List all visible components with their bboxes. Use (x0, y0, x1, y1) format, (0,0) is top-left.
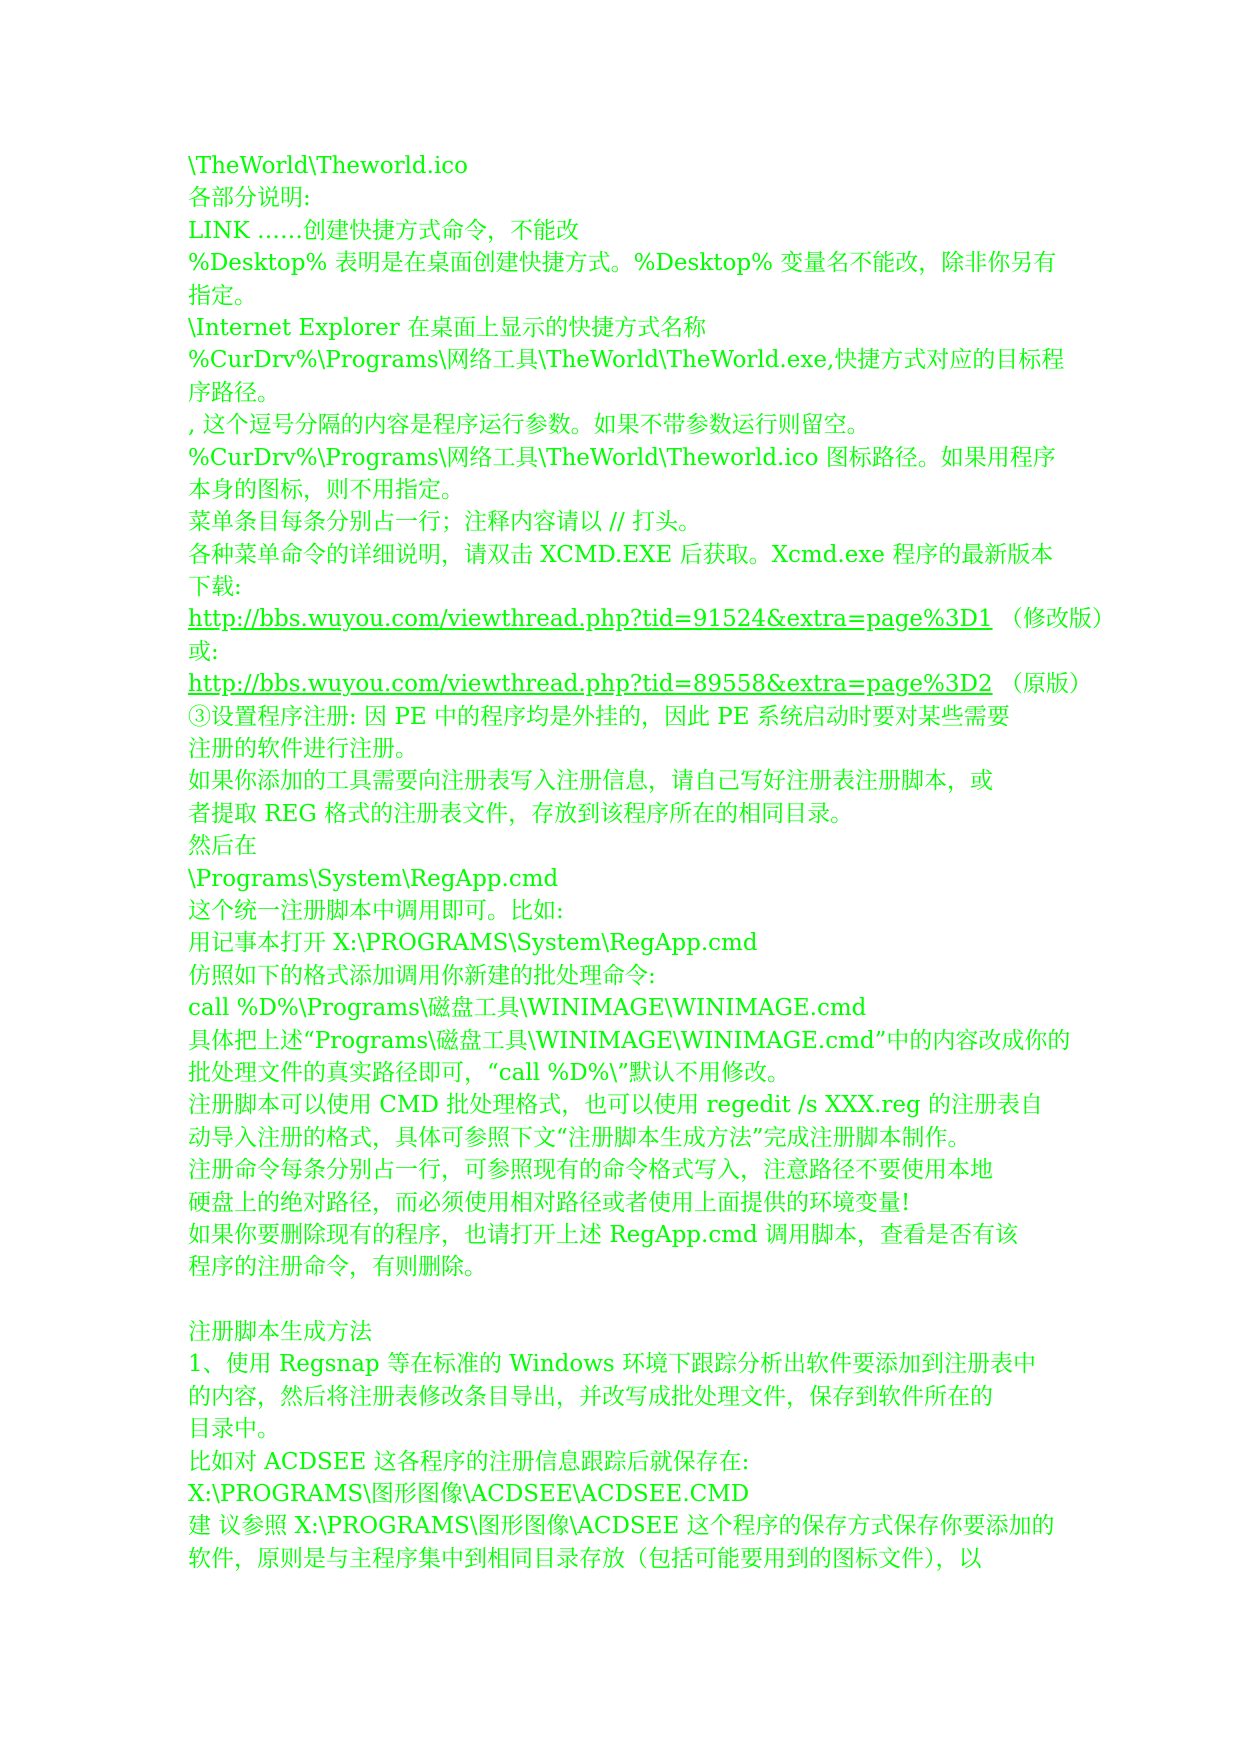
text-line: 比如对 ACDSEE 这各程序的注册信息跟踪后就保存在: (188, 1448, 750, 1475)
link-note-original: （原版） (992, 671, 1092, 698)
text-line: 硬盘上的绝对路径，而必须使用相对路径或者使用上面提供的环境变量! (188, 1189, 911, 1216)
text-line: %CurDrv%\Programs\网络工具\TheWorld\TheWorld.exe,快捷方式对应的目标程 (188, 347, 1065, 374)
text-line: 程序的注册命令，有则删除。 (188, 1254, 487, 1281)
text-line: 软件，原则是与主程序集中到相同目录存放（包括可能要用到的图标文件），以 (188, 1545, 982, 1572)
text-line: 序路径。 (188, 379, 280, 406)
text-line: 如果你添加的工具需要向注册表写入注册信息，请自己写好注册表注册脚本，或 (188, 768, 993, 795)
text-line: %CurDrv%\Programs\网络工具\TheWorld\Theworld.ico 图标路径。如果用程序 (188, 444, 1056, 471)
text-line: 动导入注册的格式，具体可参照下文“注册脚本生成方法”完成注册脚本制作。 (188, 1124, 971, 1151)
text-line: 的内容，然后将注册表修改条目导出，并改写成批处理文件，保存到软件所在的 (188, 1383, 993, 1410)
text-line: 用记事本打开 X:\PROGRAMS\System\RegApp.cmd (188, 930, 758, 957)
text-line: 注册的软件进行注册。 (188, 736, 418, 763)
text-line: 批处理文件的真实路径即可，“call %D%\”默认不用修改。 (188, 1059, 791, 1086)
text-line: 这个统一注册脚本中调用即可。比如: (188, 897, 564, 924)
link-line-modified (188, 603, 1115, 635)
text-line: , 这个逗号分隔的内容是程序运行参数。如果不带参数运行则留空。 (188, 412, 870, 439)
text-line: 下载: (188, 574, 242, 601)
text-line: \Internet Explorer 在桌面上显示的快捷方式名称 (188, 314, 707, 341)
text-line: 或: (188, 638, 219, 665)
section-heading: 注册脚本生成方法 (188, 1319, 372, 1346)
text-line: 具体把上述“Programs\磁盘工具\WINIMAGE\WINIMAGE.cmd”中的内容改成你的 (188, 1027, 1071, 1054)
text-line: 建 议参照 X:\PROGRAMS\图形图像\ACDSEE 这个程序的保存方式保存你要添加的 (188, 1513, 1055, 1540)
text-line: 1、使用 Regsnap 等在标准的 Windows 环境下跟踪分析出软件要添加到注册表中 (188, 1351, 1037, 1378)
text-line: %Desktop% 表明是在桌面创建快捷方式。%Desktop% 变量名不能改，除非你另有 (188, 250, 1057, 277)
text-line: 注册命令每条分别占一行，可参照现有的命令格式写入，注意路径不要使用本地 (188, 1157, 993, 1184)
blank-line (188, 1284, 1073, 1316)
text-line: 如果你要删除现有的程序，也请打开上述 RegApp.cmd 调用脚本，查看是否有该 (188, 1221, 1019, 1248)
text-line: call %D%\Programs\磁盘工具\WINIMAGE\WINIMAGE.cmd (188, 995, 867, 1022)
text-line: 各种菜单命令的详细说明，请双击 XCMD.EXE 后获取。Xcmd.exe 程序的最新版本 (188, 541, 1054, 568)
link-line-original (188, 668, 1092, 700)
text-line: \TheWorld\Theworld.ico (188, 153, 469, 179)
link-note-modified: （修改版） (992, 606, 1115, 633)
text-line: 指定。 (188, 282, 257, 309)
text-line: 者提取 REG 格式的注册表文件，存放到该程序所在的相同目录。 (188, 800, 854, 827)
text-line: 注册脚本可以使用 CMD 批处理格式，也可以使用 regedit /s XXX.reg 的注册表自 (188, 1092, 1044, 1119)
text-line: 然后在 (188, 833, 257, 860)
download-link-modified[interactable]: http://bbs.wuyou.com/viewthread.php?tid=91524&extra=page%3D1 (188, 606, 993, 633)
text-line: \Programs\System\RegApp.cmd (188, 865, 559, 892)
text-line: X:\PROGRAMS\图形图像\ACDSEE\ACDSEE.CMD (188, 1481, 750, 1508)
text-line: 菜单条目每条分别占一行；注释内容请以 // 打头。 (188, 509, 702, 536)
text-line: LINK ……创建快捷方式命令，不能改 (188, 217, 579, 244)
text-line: 目录中。 (188, 1416, 280, 1443)
download-link-original[interactable]: http://bbs.wuyou.com/viewthread.php?tid=89558&extra=page%3D2 (188, 671, 993, 698)
text-line: 各部分说明: (188, 185, 311, 212)
text-line: 仿照如下的格式添加调用你新建的批处理命令: (188, 962, 656, 989)
text-line: 本身的图标，则不用指定。 (188, 476, 464, 503)
text-line: ③设置程序注册: 因 PE 中的程序均是外挂的，因此 PE 系统启动时要对某些需要 (188, 703, 1010, 730)
document-body (188, 150, 1115, 1575)
